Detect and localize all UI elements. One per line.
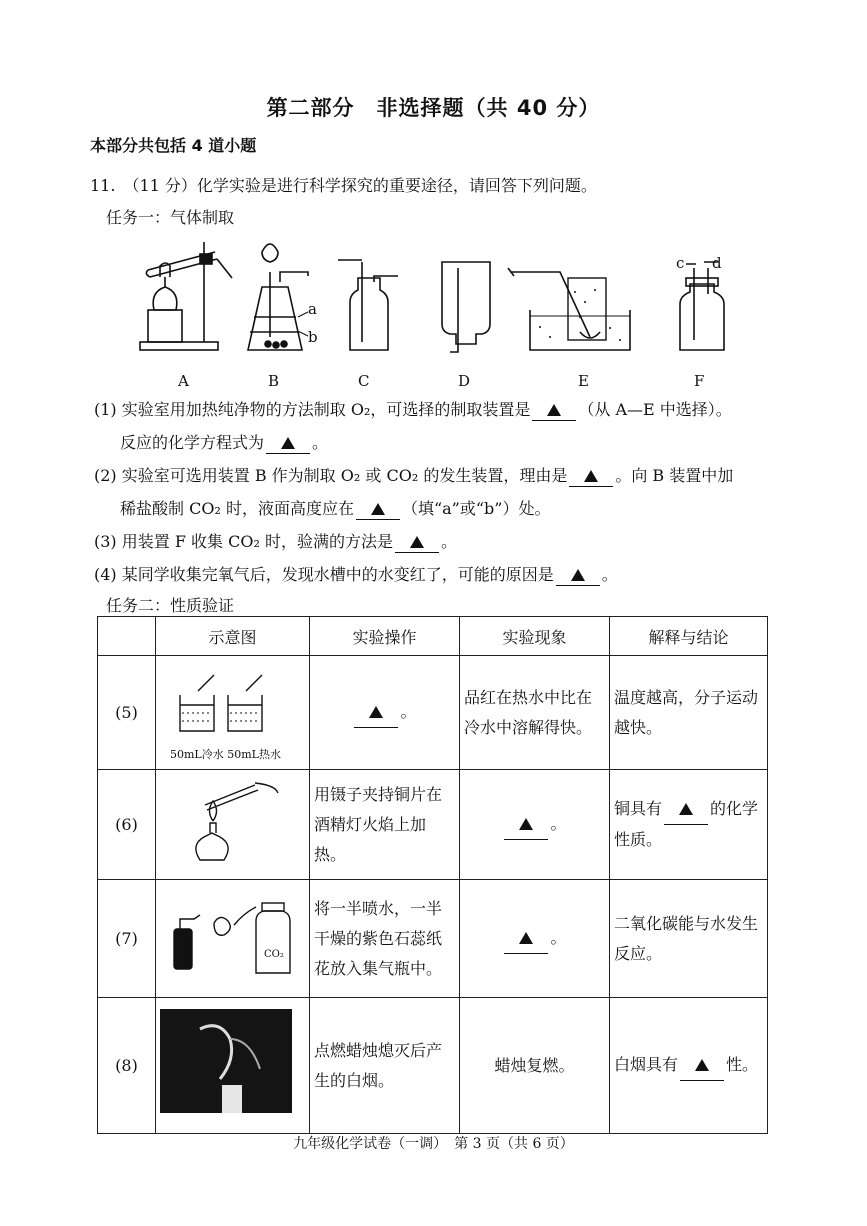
question-4: (4) 某同学收集完氧气后，发现水槽中的水变红了，可能的原因是 。 [94,565,618,584]
answer-blank[interactable] [569,466,613,487]
copper-heating-figure [160,775,300,865]
operation-cell: 。 [310,656,460,770]
table-header: 示意图 [156,617,310,656]
candle-smoke-photo [160,1009,292,1113]
beakers-figure [160,673,300,743]
question-1: (1) 实验室用加热纯净物的方法制取 O₂，可选择的制取装置是 （从 A—E 中选择）。 [94,400,732,419]
figure-cell [156,880,310,998]
label-b-b: b [308,328,318,346]
table-header: 实验现象 [460,617,610,656]
operation-cell: 用镊子夹持铜片在酒精灯火焰上加热。 [310,770,460,880]
phenomenon-cell: 品红在热水中比在冷水中溶解得快。 [460,656,610,770]
verification-table [97,616,768,1134]
table-header: 实验操作 [310,617,460,656]
answer-blank[interactable] [504,809,548,840]
table-row [98,656,768,770]
conclusion-cell: 温度越高，分子运动越快。 [610,656,768,770]
operation-cell: 将一半喷水，一半干燥的紫色石蕊纸花放入集气瓶中。 [310,880,460,998]
row-number: (8) [98,998,156,1134]
answer-blank[interactable] [556,565,600,586]
table-header: 解释与结论 [610,617,768,656]
conclusion-cell: 铜具有 的化学性质。 [610,770,768,880]
beaker-label-hot: 50mL热水 [227,748,281,761]
answer-blank[interactable] [266,433,310,454]
conclusion-cell: 二氧化碳能与水发生反应。 [610,880,768,998]
question-1-equation: 反应的化学方程式为 。 [120,433,329,452]
figure-cell [156,998,310,1134]
operation-cell: 点燃蜡烛熄灭后产生的白烟。 [310,998,460,1134]
page-title: 第二部分 非选择题（共 40 分） [266,96,601,120]
apparatus-f [680,262,724,350]
answer-blank[interactable] [532,400,576,421]
label-c: C [358,372,370,390]
answer-blank[interactable] [680,1050,724,1081]
task1-heading: 任务一：气体制取 [106,208,235,227]
apparatus-a [140,242,232,350]
task2-heading: 任务二：性质验证 [106,596,235,615]
section-intro: 本部分共包括 4 道小题 [90,136,257,155]
apparatus-e [508,268,630,350]
table-row [98,998,768,1134]
question-2: (2) 实验室可选用装置 B 作为制取 O₂ 或 CO₂ 的发生装置，理由是 。向 B 装置中加 [94,466,734,485]
label-b: B [268,372,280,390]
answer-blank[interactable] [354,697,398,728]
label-e: E [578,372,589,390]
question-stem: 11. （11 分）化学实验是进行科学探究的重要途径，请回答下列问题。 [90,176,597,195]
page-footer: 九年级化学试卷（一调） 第 3 页（共 6 页） [293,1136,574,1152]
label-f-d: d [712,254,722,272]
table-row [98,770,768,880]
table-header [98,617,156,656]
table-header-row [98,617,768,656]
phenomenon-cell: 。 [460,880,610,998]
answer-blank[interactable] [664,794,708,825]
label-b-a: a [308,300,317,318]
co2-label: CO₂ [264,949,284,960]
question-3: (3) 用装置 F 收集 CO₂ 时，验满的方法是 。 [94,532,457,551]
label-f: F [694,372,705,390]
table-row [98,880,768,998]
answer-blank[interactable] [356,499,400,520]
conclusion-cell: 白烟具有 性。 [610,998,768,1134]
answer-blank[interactable] [395,532,439,553]
label-f-c: c [676,254,685,272]
figure-cell [156,656,310,770]
apparatus-c [338,260,398,350]
phenomenon-cell: 。 [460,770,610,880]
figure-cell [156,770,310,880]
phenomenon-cell: 蜡烛复燃。 [460,998,610,1134]
answer-blank[interactable] [504,923,548,954]
question-2-cont: 稀盐酸制 CO₂ 时，液面高度应在 （填“a”或“b”）处。 [120,499,551,518]
row-number: (6) [98,770,156,880]
apparatus-diagram [120,232,760,392]
beaker-label-cold: 50mL冷水 [170,748,224,761]
row-number: (7) [98,880,156,998]
label-a: A [178,372,189,390]
apparatus-b [248,244,308,350]
label-d: D [458,372,471,390]
row-number: (5) [98,656,156,770]
apparatus-d [442,262,490,352]
